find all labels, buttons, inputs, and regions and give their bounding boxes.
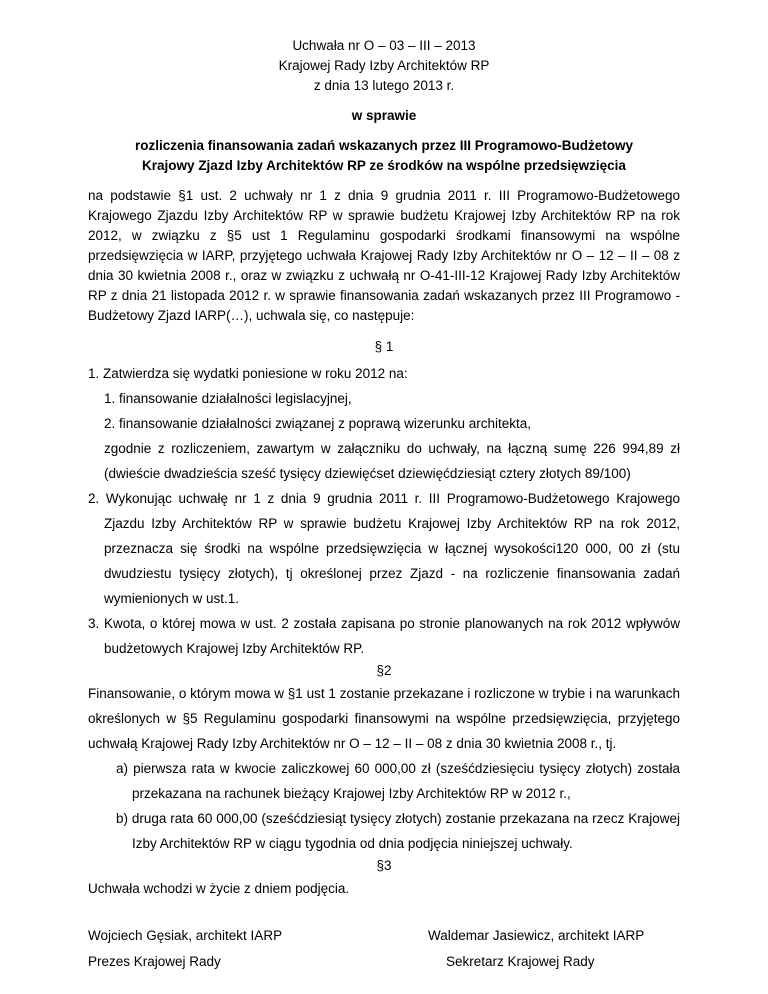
- section-2-item-a: a) pierwsza rata w kwocie zaliczkowej 60 000,00 zł (sześćdziesięciu tysięcy złotych) została przekazana na rachunek bieżący Krajowej Izby Architektów RP w 2012 r.,: [116, 761, 680, 801]
- document-page: [88, 36, 680, 975]
- resolution-date: z dnia 13 lutego 2013 r.: [313, 78, 455, 93]
- signature-roles: [88, 949, 680, 975]
- resolution-number: Uchwała nr O – 03 – III – 2013: [292, 38, 476, 53]
- subject-line-2: Krajowy Zjazd Izby Architektów RP ze środków na wspólne przedsięwzięcia: [142, 158, 626, 173]
- signature-names: [88, 923, 680, 949]
- subject-line-1: rozliczenia finansowania zadań wskazanych przez III Programowo-Budżetowy: [134, 138, 634, 153]
- section-3-paragraph: Uchwała wchodzi w życie z dniem podjęcia.: [88, 881, 350, 896]
- section-1-paragraph-2: 2. Wykonując uchwałę nr 1 z dnia 9 grudnia 2011 r. III Programowo-Budżetowego Krajowego Zjazdu Izby Architektów RP w sprawie budżetu Krajowej Izby Architektów RP na rok 2012, przeznacza się środki na wspólne przedsięwzięcia w łącznej wysokości120 000, 00 zł (stu dwudziestu tysięcy złotych), tj określonej przez Zjazd - na rozliczenie finansowania zadań wymienionych w ust.1.: [88, 491, 680, 606]
- signature-right-name: Waldemar Jasiewicz, architekt IARP: [428, 928, 645, 943]
- section-1-paragraph-1-continued: zgodnie z rozliczeniem, zawartym w załączniku do uchwały, na łączną sumę 226 994,89 zł (dwieście dwadzieścia sześć tysięcy dziewięćset dziewięćdziesiąt cztery złotych 89/100): [104, 441, 680, 481]
- section-2-item-b: b) druga rata 60 000,00 (sześćdziesiąt tysięcy złotych) zostanie przekazana na rzecz Krajowej Izby Architektów RP w ciągu tygodnia od dnia podjęcia niniejszej uchwały.: [116, 811, 680, 851]
- preamble: na podstawie §1 ust. 2 uchwały nr 1 z dnia 9 grudnia 2011 r. III Programowo-Budżetowego Krajowego Zjazdu Izby Architektów RP w sprawie budżetu Krajowej Izby Architektów RP na rok 2012, w związku z §5 ust 1 Regulaminu gospodarki środkami finansowymi na wspólne przedsięwzięcia w IARP, przyjętego uchwała Krajowej Rady Izby Architektów nr O – 12 – II – 08 z dnia 30 kwietnia 2008 r., oraz w związku z uchwałą nr O-41-III-12 Krajowej Rady Izby Architektów RP z dnia 21 listopada 2012 r. w sprawie finansowania zadań wskazanych przez III Programowo - Budżetowy Zjazd IARP(…), uchwala się, co następuje:: [88, 188, 680, 323]
- issuing-body: Krajowej Rady Izby Architektów RP: [278, 58, 490, 73]
- section-1-item-2: 2. finansowanie działalności związanej z poprawą wizerunku architekta,: [104, 416, 531, 431]
- section-1-paragraph-3: 3. Kwota, o której mowa w ust. 2 została zapisana po stronie planowanych na rok 2012 wpływów budżetowych Krajowej Izby Architektów RP.: [88, 616, 680, 656]
- section-1-heading: § 1: [374, 339, 394, 354]
- signature-left-role: Prezes Krajowej Rady: [88, 954, 221, 969]
- section-2-heading: §2: [376, 663, 392, 678]
- signature-left-name: Wojciech Gęsiak, architekt IARP: [88, 928, 283, 943]
- w-sprawie-heading: w sprawie: [351, 108, 417, 123]
- section-3-heading: §3: [376, 858, 392, 873]
- section-1-item-1: 1. finansowanie działalności legislacyjnej,: [104, 391, 352, 406]
- section-2-paragraph: Finansowanie, o którym mowa w §1 ust 1 zostanie przekazane i rozliczone w trybie i na warunkach określonych w §5 Regulaminu gospodarki finansowymi na wspólne przedsięwzięcia, przyjętego uchwałą Krajowej Rady Izby Architektów nr O – 12 – II – 08 z dnia 30 kwietnia 2008 r., tj.: [88, 686, 680, 751]
- signature-right-role: Sekretarz Krajowej Rady: [446, 954, 595, 969]
- section-1-paragraph-1: 1. Zatwierdza się wydatki poniesione w roku 2012 na:: [88, 366, 408, 381]
